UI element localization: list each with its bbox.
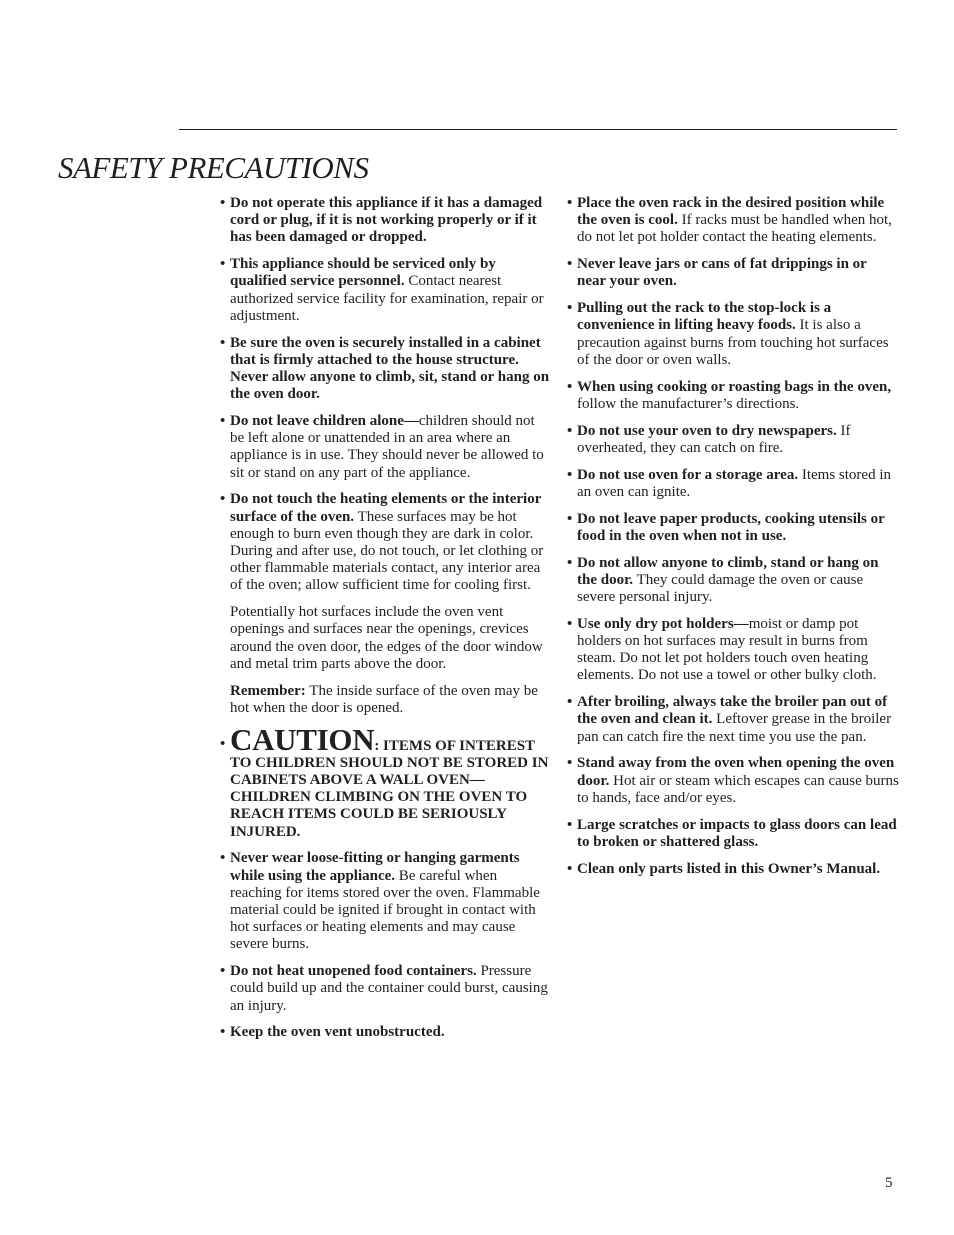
precaution-item [220, 491, 550, 594]
precaution-text: Hot air or steam which escapes can cause burns to hands, face and/or eyes. [577, 772, 899, 806]
precaution-bold-text: Do not heat unopened food containers. [230, 963, 477, 980]
precaution-text: Contact nearest authorized service facility for examination, repair or adjustment. [230, 273, 544, 324]
page-number: 5 [885, 1175, 893, 1191]
precaution-item [220, 850, 550, 953]
precaution-item [567, 423, 899, 457]
bullet: • [567, 510, 573, 527]
precaution-bold-text: Never wear loose-fitting or hanging garments while using the appliance. [230, 850, 520, 884]
remember-text: The inside surface of the oven may be hot when the door is opened. [230, 682, 538, 716]
precaution-bold-text: Large scratches or impacts to glass doors can lead to broken or shattered glass. [577, 816, 897, 850]
bullet: • [220, 1024, 226, 1041]
bullet: • [567, 816, 573, 833]
precaution-item [567, 694, 899, 746]
precaution-bold-text: Use only dry pot holders— [577, 615, 749, 632]
precaution-bold-text: Do not touch the heating elements or the interior surface of the oven. [230, 491, 542, 525]
bullet: • [220, 195, 226, 211]
precaution-bold-text: After broiling, always take the broiler pan out of the oven and clean it. [577, 694, 888, 728]
precaution-bold-text: Do not allow anyone to climb, stand or hang on the door. [577, 554, 879, 588]
caution-text: : ITEMS OF INTEREST TO CHILDREN SHOULD NOT BE STORED IN CABINETS ABOVE A WALL OVEN—CHILDREN CLIMBING ON THE OVEN TO REACH ITEMS COULD BE SERIOUSLY INJURED. [230, 737, 549, 840]
precaution-text: It is also a precaution against burns from touching hot surfaces of the door or oven walls. [577, 317, 889, 368]
bullet: • [567, 554, 573, 571]
precaution-text: Pressure could build up and the container could burst, causing an injury. [230, 963, 548, 1014]
precaution-bold-text: Do not use oven for a storage area. [577, 466, 799, 483]
hot-surfaces-paragraph: Potentially hot surfaces include the oven vent openings and surfaces near the openings, crevices around the oven door, the edges of the door window and metal trim parts above the door. [230, 604, 543, 672]
precaution-text: They could damage the oven or cause severe personal injury. [577, 571, 864, 606]
precaution-text: Leftover grease in the broiler pan can catch fire the next time you use the pan. [577, 711, 892, 745]
precaution-item [567, 467, 899, 501]
precaution-item [220, 1024, 550, 1041]
bullet: • [567, 300, 573, 317]
precaution-bold-text: Place the oven rack in the desired position while the oven is cool. [577, 195, 885, 229]
precaution-bold-text: Be sure the oven is securely installed in a cabinet that is firmly attached to the house structure. Never allow anyone to climb, sit, stand or hang on the oven door. [230, 334, 550, 403]
precaution-bold-text: Do not leave paper products, cooking utensils or food in the oven when not in use. [577, 510, 885, 544]
precaution-bold-text: Do not use your oven to dry newspapers. [577, 422, 837, 439]
caution-word: CAUTION [230, 721, 375, 757]
bullet: • [220, 850, 226, 867]
precaution-item [220, 413, 550, 482]
precaution-item [567, 379, 899, 413]
bullet: • [220, 963, 226, 980]
right-list [567, 195, 899, 878]
left-list [220, 195, 550, 595]
left-column [220, 195, 550, 1051]
bullet: • [220, 491, 226, 508]
precaution-item [220, 335, 550, 404]
bullet: • [567, 256, 573, 273]
bullet: • [567, 615, 573, 632]
bullet: • [567, 694, 573, 711]
bullet: • [220, 334, 226, 351]
precaution-bold-text: Keep the oven vent unobstructed. [230, 1024, 445, 1041]
precaution-bold-text: Do not leave children alone— [230, 413, 419, 430]
precaution-item [567, 616, 899, 685]
precaution-bold-text: Stand away from the oven when opening the oven door. [577, 755, 895, 789]
precaution-item [567, 300, 899, 369]
precaution-bold-text: Clean only parts listed in this Owner’s Manual. [577, 860, 881, 877]
precaution-text: Items stored in an oven can ignite. [577, 466, 891, 500]
bullet: • [220, 735, 226, 752]
caution-warning [220, 721, 550, 841]
precaution-text: moist or damp pot holders on hot surfaces may result in burns from steam. Do not let pot holders touch oven heating elements. Do not use a towel or other bulky cloth. [577, 615, 877, 684]
bullet: • [567, 860, 573, 877]
page-title: SAFETY PRECAUTIONS [58, 150, 369, 185]
remember-label: Remember: [230, 682, 306, 699]
precaution-item [567, 256, 899, 290]
bullet: • [220, 413, 226, 430]
precaution-item [567, 861, 899, 878]
precaution-bold-text: When using cooking or roasting bags in the oven, [577, 378, 892, 395]
precaution-text: If overheated, they can catch on fire. [577, 422, 851, 456]
precaution-text: If racks must be handled when hot, do not let pot holder contact the heating elements. [577, 212, 892, 246]
left-list-continued [220, 850, 550, 1041]
remember-paragraph [220, 683, 550, 717]
precaution-item [220, 195, 550, 247]
precaution-text: These surfaces may be hot enough to burn even though they are dark in color. During and after use, do not touch, or let clothing or other flammable materials contact, any interior area of the oven; allow sufficient time for cooling first. [230, 508, 544, 594]
bullet: • [567, 195, 573, 211]
precaution-item [567, 555, 899, 607]
bullet: • [567, 466, 573, 483]
precaution-item [567, 755, 899, 807]
precaution-bold-text: Pulling out the rack to the stop-lock is a convenience in lifting heavy foods. [577, 300, 832, 334]
precaution-text: follow the manufacturer’s directions. [577, 395, 800, 412]
bullet: • [567, 422, 573, 439]
precaution-text: Be careful when reaching for items stored over the oven. Flammable material could be ignited if brought in contact with hot surfaces or heating elements and may cause severe burns. [230, 867, 540, 953]
precaution-bold-text: Never leave jars or cans of fat drippings in or near your oven. [577, 256, 867, 290]
precaution-item [567, 195, 899, 247]
precaution-item [567, 511, 899, 545]
right-column [567, 195, 899, 887]
header-rule [179, 129, 897, 130]
precaution-item [220, 256, 550, 325]
bullet: • [567, 378, 573, 395]
precaution-item [220, 963, 550, 1015]
precaution-item [567, 817, 899, 851]
precaution-bold-text: This appliance should be serviced only by qualified service personnel. [230, 256, 496, 290]
bullet: • [220, 256, 226, 273]
precaution-text: children should not be left alone or unattended in an area where an appliance is in use. They should never be allowed to sit or stand on any part of the appliance. [230, 413, 544, 481]
bullet: • [567, 755, 573, 772]
precaution-bold-text: Do not operate this appliance if it has a damaged cord or plug, if it is not working properly or if it has been damaged or dropped. [230, 195, 543, 246]
